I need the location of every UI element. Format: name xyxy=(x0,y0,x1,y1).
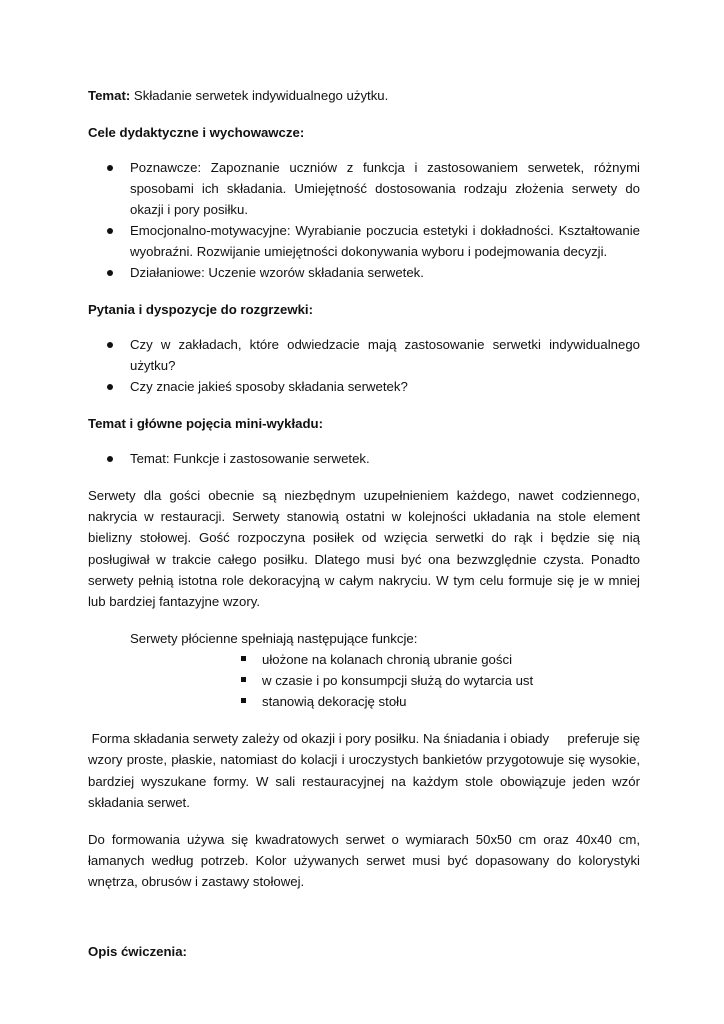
bullet-icon xyxy=(107,456,113,462)
square-bullet-icon xyxy=(241,698,246,703)
lecture-heading: Temat i główne pojęcia mini-wykładu: xyxy=(88,416,323,431)
warmup-heading: Pytania i dyspozycje do rozgrzewki: xyxy=(88,302,313,317)
list-item: Emocjonalno-motywacyjne: Wyrabianie poczucia estetyki i dokładności. Kształtowanie wyobraźni. Rozwijanie umiejętności dokonywania wyboru i podejmowania decyzji. xyxy=(88,220,640,262)
functions-intro: Serwety płócienne spełniają następujące funkcje: xyxy=(130,631,418,647)
list-item: Temat: Funkcje i zastosowanie serwetek. xyxy=(88,448,640,469)
topic-text: Składanie serwetek indywidualnego użytku. xyxy=(130,88,389,103)
square-bullet-icon xyxy=(241,656,246,661)
list-item: stanowią dekorację stołu xyxy=(241,691,640,712)
list-item: Poznawcze: Zapoznanie uczniów z funkcja i zastosowaniem serwetek, różnymi sposobami ich składania. Umiejętność dostosowania rodzaju złożenia serwety do okazji i pory posiłku. xyxy=(88,157,640,220)
lecture-paragraph-2: Forma składania serwety zależy od okazji i pory posiłku. Na śniadania i obiady preferuje się wzory proste, płaskie, natomiast do kolacji i uroczystych bankietów przygotowuje się wysokie, bardziej wyszukane formy. W sali restauracyjnej na każdym stole obowiązuje jeden wzór składania serwet. xyxy=(88,731,644,810)
list-item: Czy w zakładach, które odwiedzacie mają zastosowanie serwetki indywidualnego użytku? xyxy=(88,334,640,376)
list-item: ułożone na kolanach chronią ubranie gości xyxy=(241,649,640,670)
lecture-paragraph-1: Serwety dla gości obecnie są niezbędnym uzupełnieniem każdego, nawet codziennego, nakrycia w restauracji. Serwety stanowią ostatni w kolejności układania na stole element bielizny stołowej. Gość rozpoczyna posiłek od wzięcia serwetki do rąk i będzie się nią posługiwał w trakcie całego posiłku. Dlatego musi być ona bezwzględnie czysta. Ponadto serwety pełnią istotna role dekoracyjną w całym nakryciu. W tym celu formuje się je w mniej lub bardziej fantazyjne wzory. xyxy=(88,488,640,610)
exercise-heading: Opis ćwiczenia: xyxy=(88,943,187,959)
document-page xyxy=(88,85,644,962)
bullet-icon xyxy=(107,270,113,276)
warmup-list xyxy=(88,334,640,397)
topic-label: Temat: xyxy=(88,88,131,103)
topic-line xyxy=(88,85,640,106)
list-item: Działaniowe: Uczenie wzorów składania serwetek. xyxy=(88,262,640,283)
list-item: Czy znacie jakieś sposoby składania serwetek? xyxy=(88,376,640,397)
list-item: w czasie i po konsumpcji służą do wytarcia ust xyxy=(241,670,640,691)
goals-list xyxy=(88,157,640,283)
bullet-icon xyxy=(107,228,113,234)
square-bullet-icon xyxy=(241,677,246,682)
bullet-icon xyxy=(107,342,113,348)
lecture-paragraph-3: Do formowania używa się kwadratowych serwet o wymiarach 50x50 cm oraz 40x40 cm, łamanych według potrzeb. Kolor używanych serwet musi być dopasowany do kolorystyki wnętrza, obrusów i zastawy stołowej. xyxy=(88,832,640,890)
bullet-icon xyxy=(107,165,113,171)
functions-list xyxy=(241,649,640,712)
goals-heading: Cele dydaktyczne i wychowawcze: xyxy=(88,125,305,140)
lecture-list xyxy=(88,448,640,469)
bullet-icon xyxy=(107,384,113,390)
